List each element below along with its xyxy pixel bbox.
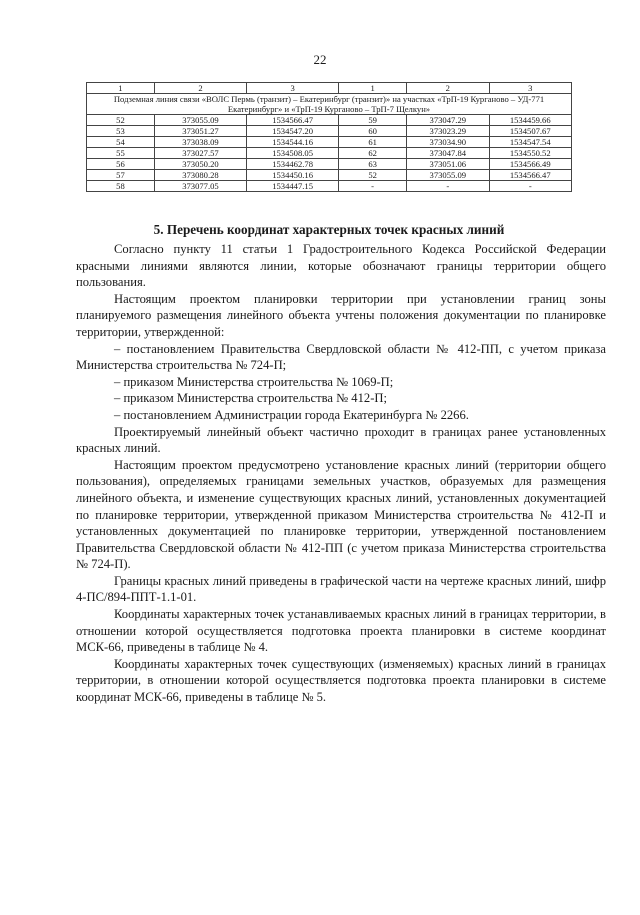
table-row (87, 159, 572, 170)
table-cell: 1534566.47 (247, 115, 339, 126)
table-cell: 52 (87, 115, 155, 126)
table-cell: 54 (87, 137, 155, 148)
table-cell: - (489, 181, 572, 192)
paragraph: Координаты характерных точек устанавливаемых красных линий в границах территории, в отношении которой осуществляется подготовка проекта планировки в системе координат МСК-66, приведены в таблице № 4. (76, 607, 606, 655)
body-text (76, 241, 606, 706)
table-cell: 1534450.16 (247, 170, 339, 181)
table-caption-row (87, 94, 572, 115)
header-cell: 2 (154, 83, 246, 94)
paragraph: Проектируемый линейный объект частично проходит в границах ранее установленных красных линий. (76, 424, 606, 456)
paragraph: Координаты характерных точек существующих (изменяемых) красных линий в границах территории, в отношении которой осуществляется подготовка проекта планировки в системе координат МСК-66, приведены в таблице № 5. (76, 656, 606, 705)
table-cell: 1534508.05 (247, 148, 339, 159)
table-row (87, 115, 572, 126)
table-cell: 1534544.16 (247, 137, 339, 148)
table-cell: 373077.05 (154, 181, 246, 192)
table-cell: 1534507.67 (489, 126, 572, 137)
table-cell: 373050.20 (154, 159, 246, 170)
table-cell: 53 (87, 126, 155, 137)
table-cell: 373023.29 (407, 126, 489, 137)
table-cell: 1534566.49 (489, 159, 572, 170)
list-item: – приказом Министерства строительства № 1069-П; (114, 374, 394, 389)
paragraph: Согласно пункту 11 статьи 1 Градостроительного Кодекса Российской Федерации красными линиями являются линии, которые обозначают границы территории общего пользования. (76, 242, 606, 290)
paragraph: Границы красных линий приведены в графической части на чертеже красных линий, шифр 4-ПС/894-ППТ-1.1-01. (76, 573, 606, 605)
table-caption: Подземная линия связи «ВОЛС Пермь (транзит) – Екатеринбург (транзит)» на участках «ТрП-19 Курганово – УД-771 Екатеринбург» и «ТрП-19 Курганово – ТрП-7 Щелкун» (87, 94, 572, 115)
header-cell: 2 (407, 83, 489, 94)
table-header-row (87, 83, 572, 94)
table-cell: 1534547.20 (247, 126, 339, 137)
table-cell: 57 (87, 170, 155, 181)
table-cell: 55 (87, 148, 155, 159)
paragraph: Настоящим проектом предусмотрено установление красных линий (территории общего пользования), определяемых границами земельных участков, образуемых для размещения линейного объекта, и изменение существующих красных линий, установленных документацией по планировке территории, утвержденной приказом Министерства строительства № 412-П и установленных документацией по планировке территории, утвержденной постановлением Правительства Свердловской области № 412-ПП (с учетом приказа Министерства строительства № 724-П). (76, 457, 606, 572)
coordinates-table (86, 82, 572, 192)
table-cell: - (407, 181, 489, 192)
table-cell: 62 (339, 148, 407, 159)
table-row (87, 137, 572, 148)
table-cell: 52 (339, 170, 407, 181)
table-cell: 1534447.15 (247, 181, 339, 192)
table-cell: 373055.09 (407, 170, 489, 181)
table-cell: 373027.57 (154, 148, 246, 159)
header-cell: 1 (87, 83, 155, 94)
page-number: 22 (313, 52, 327, 67)
table-row (87, 148, 572, 159)
table-cell: 63 (339, 159, 407, 170)
table-cell: 373034.90 (407, 137, 489, 148)
header-cell: 3 (489, 83, 572, 94)
table-cell: 373051.27 (154, 126, 246, 137)
table-cell: 1534459.66 (489, 115, 572, 126)
table-cell: 373038.09 (154, 137, 246, 148)
list-item: – постановлением Правительства Свердловской области № 412-ПП, с учетом приказа Министерства строительства № 724-П; (76, 341, 606, 373)
table-cell: 58 (87, 181, 155, 192)
table-cell: 1534547.54 (489, 137, 572, 148)
table-cell: 373080.28 (154, 170, 246, 181)
table-cell: 59 (339, 115, 407, 126)
table-cell: - (339, 181, 407, 192)
list-item: – постановлением Администрации города Екатеринбурга № 2266. (114, 407, 469, 422)
table-cell: 56 (87, 159, 155, 170)
table-cell: 373055.09 (154, 115, 246, 126)
header-cell: 3 (247, 83, 339, 94)
list-item: – приказом Министерства строительства № 412-П; (114, 391, 387, 406)
table-cell: 1534550.52 (489, 148, 572, 159)
table-cell: 373051.06 (407, 159, 489, 170)
table-cell: 1534566.47 (489, 170, 572, 181)
paragraph: Настоящим проектом планировки территории при установлении границ зоны планируемого размещения линейного объекта учтены положения документации по планировке территории, утвержденной: (76, 291, 606, 339)
table-cell: 60 (339, 126, 407, 137)
header-cell: 1 (339, 83, 407, 94)
section-title: 5. Перечень координат характерных точек красных линий (153, 222, 505, 237)
table-row (87, 126, 572, 137)
table-cell: 61 (339, 137, 407, 148)
table-cell: 373047.84 (407, 148, 489, 159)
table-row (87, 181, 572, 192)
table-row (87, 170, 572, 181)
table-cell: 373047.29 (407, 115, 489, 126)
table-cell: 1534462.78 (247, 159, 339, 170)
